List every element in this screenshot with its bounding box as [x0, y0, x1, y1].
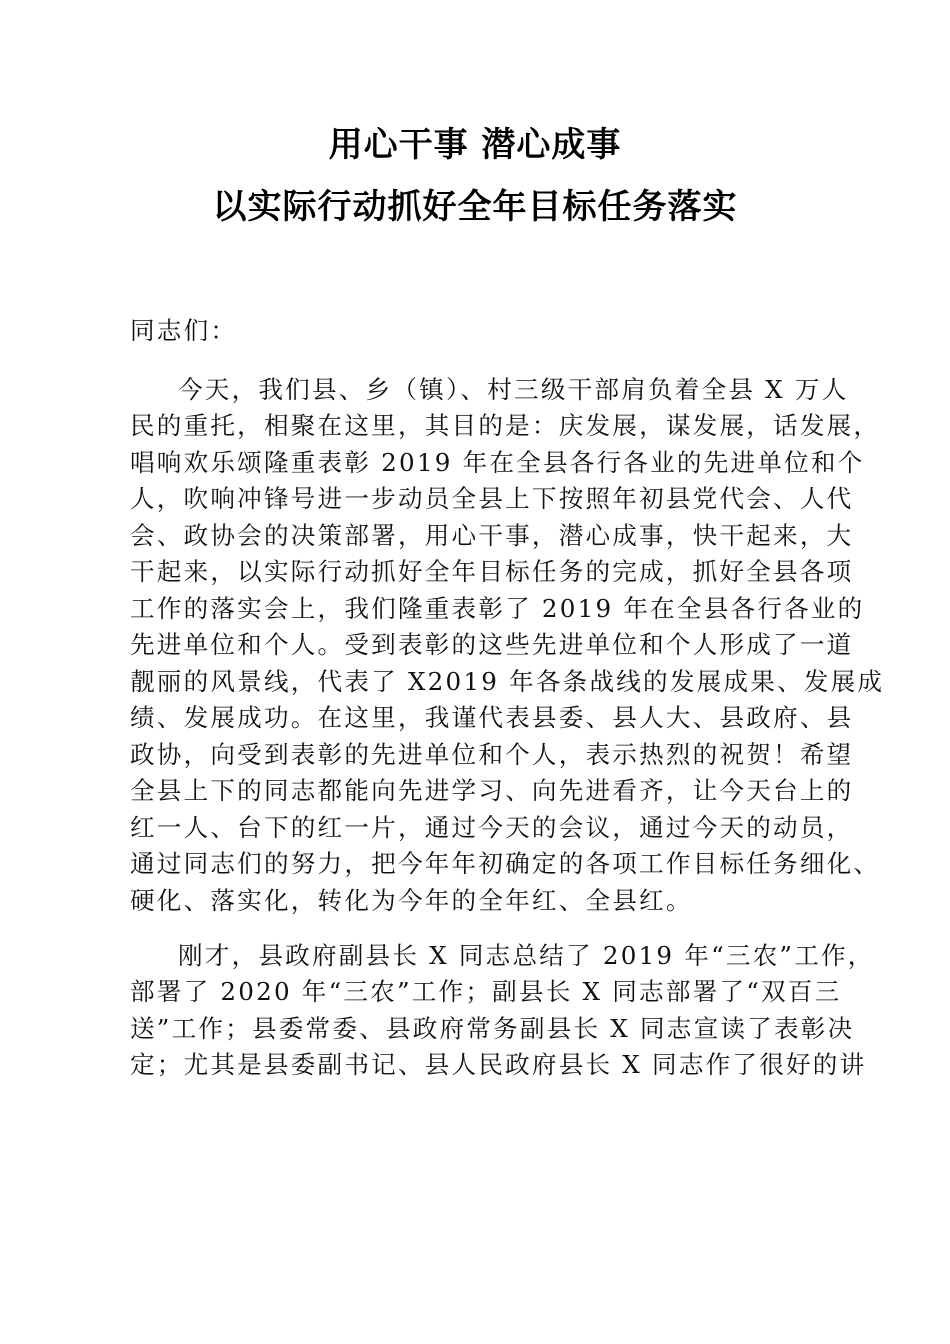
text-line: 红一人、台下的红一片，通过今天的会议，通过今天的动员，	[130, 813, 854, 842]
text-line: 民的重托，相聚在这里，其目的是：庆发展，谋发展，话发展，	[130, 411, 881, 440]
text-line: 干起来，以实际行动抓好全年目标任务的完成，抓好全县各项	[130, 557, 854, 586]
text-line: 通过同志们的努力，把今年年初确定的各项工作目标任务细化、	[130, 849, 881, 878]
text-line: 定；尤其是县委副书记、县人民政府县长 X 同志作了很好的讲	[130, 1050, 867, 1079]
text-line: 靓丽的风景线，代表了 X2019 年各条战线的发展成果、发展成	[130, 667, 885, 696]
text-line: 硬化、落实化，转化为今年的全年红、全县红。	[130, 886, 693, 915]
text-line: 唱响欢乐颂隆重表彰 2019 年在全县各行各业的先进单位和个	[130, 448, 865, 477]
text-line: 先进单位和个人。受到表彰的这些先进单位和个人形成了一道	[130, 630, 854, 659]
text-line: 绩、发展成功。在这里，我谨代表县委、县人大、县政府、县	[130, 703, 854, 732]
text-line: 工作的落实会上，我们隆重表彰了 2019 年在全县各行各业的	[130, 594, 865, 623]
text-line: 今天，我们县、乡（镇）、村三级干部肩负着全县 X 万人	[178, 375, 849, 404]
title-line-2: 以实际行动抓好全年目标任务落实	[212, 187, 738, 227]
text-line: 会、政协会的决策部署，用心干事，潜心成事，快干起来，大	[130, 521, 854, 550]
text-line: 政协，向受到表彰的先进单位和个人，表示热烈的祝贺！希望	[130, 740, 854, 769]
salutation: 同志们：	[130, 316, 238, 345]
text-line: 部署了 2020 年“三农”工作；副县长 X 同志部署了“双百三	[130, 977, 842, 1006]
text-line: 刚才，县政府副县长 X 同志总结了 2019 年“三农”工作，	[178, 941, 875, 970]
text-line: 人，吹响冲锋号进一步动员全县上下按照年初县党代会、人代	[130, 484, 854, 513]
text-line: 送”工作；县委常委、县政府常务副县长 X 同志宣读了表彰决	[130, 1014, 855, 1043]
text-line: 全县上下的同志都能向先进学习、向先进看齐，让今天台上的	[130, 776, 854, 805]
title-line-1: 用心干事 潜心成事	[328, 125, 622, 165]
